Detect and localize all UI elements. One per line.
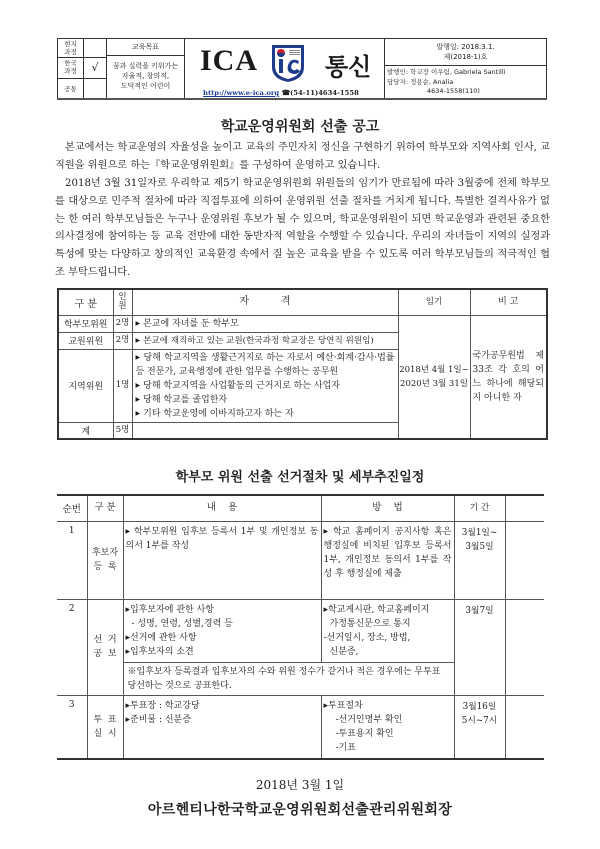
newsletter-title: 통신 xyxy=(325,53,372,81)
bullet-icon: ▶ xyxy=(135,336,141,344)
row-period xyxy=(454,695,505,759)
row-period: 3월7일 xyxy=(454,599,505,695)
schedule-title: 학부모 위원 선출 선거절차 및 세부추진일정 xyxy=(175,470,425,485)
qualification-cell xyxy=(132,349,398,422)
committee-composition-table xyxy=(57,288,548,440)
row-category xyxy=(87,599,123,695)
period-line: 3월16일 xyxy=(462,701,497,712)
header-no: 순번 xyxy=(57,495,87,521)
content-line: ▸입후보자에 관한 사항 xyxy=(125,604,214,615)
table-header-row xyxy=(58,289,547,315)
method-line: -선거인명부 확인 xyxy=(335,714,403,725)
issue-info xyxy=(385,39,546,66)
school-website-link[interactable]: http://www.e-ica.org xyxy=(203,89,280,97)
qualification-item xyxy=(136,351,395,379)
method-line: ▸투표절차 xyxy=(323,700,363,711)
qualification-item xyxy=(136,407,395,421)
bullet-icon: ▶ xyxy=(135,409,141,417)
header-qualification: 자 격 xyxy=(132,289,398,315)
term-cell: 2018년 4월 1일~ 2020년 3월 31일 xyxy=(398,315,470,439)
publisher-info xyxy=(385,66,546,98)
curriculum-label-local: 현지 과정 xyxy=(58,39,84,57)
method-text: 학교 홈페이지 공지사항 혹은 행정실에 비치된 입후보 등록서 1부, 개인정보 동의서 1부를 작성 후 행정실에 제출 xyxy=(323,526,452,579)
content-line: ▸투표장 : 학교강당 xyxy=(125,700,200,711)
notice-paragraph-1: 본교에서는 학교운영의 자율성을 높이고 교육의 주민자치 정신을 구현하기 위하여 학부모와 지역사회 인사, 교직원을 위원으로 하는『학교운영위원회』를 구성하여 운영하고 있습니다. xyxy=(55,142,550,171)
issue-number: 제(2018-1)호 xyxy=(443,53,488,61)
qualification-text: 기타 학교운영에 이바지하고자 하는 자 xyxy=(143,408,294,419)
curriculum-label-common: 공통 xyxy=(58,79,84,98)
content-line: ▸입후보자의 소견 xyxy=(125,646,194,657)
content-line: - 성명, 연령, 성별,경력 등 xyxy=(131,618,233,629)
school-logo-icon xyxy=(269,43,307,83)
notice-paragraph-2: 2018년 3월 31일자로 우리학교 제5기 학교운영위원회 위원들의 임기가 만료됨에 따라 3월중에 전체 학부모를 대상으로 민주적 절차에 따라 직접투표에 의하여 운영위원 선출 절차를 거치게 됩니다. 특별한 결격사유가 없는 한 여러 학부모님들은 누구나 운영위원 후보가 될 수 있으며, 학교운영위원이 되면 학교운영과 관련된 중요한 의사결정에 참여하는 등 교육 전반에 대한 동반자적 역할을 수행할 수 있습니다. 우리의 자녀들이 지역의 실정과 특성에 맞는 다양하고 창의적인 교육환경 속에서 질 높은 교육을 받을 수 있도록 여러 학부모님들의 적극적인 협조 부탁드립니다. xyxy=(55,178,550,278)
period-line: 3월5일 xyxy=(465,541,494,552)
curriculum-row-local xyxy=(58,39,106,58)
category-line: 투 표 xyxy=(93,714,117,725)
bullet-icon: ▶ xyxy=(135,381,141,389)
category-line: 선 거 xyxy=(93,635,117,645)
role-cell: 학부모위원 xyxy=(58,315,113,332)
table-header-row xyxy=(57,495,544,521)
count-cell: 2명 xyxy=(113,332,132,349)
bullet-icon: ▶ xyxy=(135,395,141,403)
row-content xyxy=(123,521,321,599)
school-phone: ☎(54-11)4634-1558 xyxy=(281,89,359,97)
row-category xyxy=(87,521,123,599)
table-row xyxy=(58,315,547,332)
method-line: 신분증, xyxy=(329,646,359,657)
row-method xyxy=(321,521,454,599)
curriculum-row-korean xyxy=(58,58,106,79)
header-content: 내 용 xyxy=(123,495,321,521)
education-goal-text xyxy=(107,56,184,98)
role-cell: 지역위원 xyxy=(58,349,113,422)
bullet-icon: ▶ xyxy=(323,527,330,535)
qualification-cell xyxy=(132,332,398,349)
category-line: 실 시 xyxy=(93,728,117,739)
content-text: 학부모위원 입후보 등록서 1부 및 개인정보 동의서 1부를 작성 xyxy=(125,526,319,551)
row-category xyxy=(87,695,123,759)
row-extra xyxy=(505,521,544,599)
qualification-text: 본교에 자녀를 둔 학부모 xyxy=(143,318,239,329)
contact-person: 담당자: 정용순, Analia xyxy=(387,77,454,86)
election-schedule-table xyxy=(57,494,544,760)
method-line: -기표 xyxy=(335,742,356,753)
qualification-text: 본교에 재직하고 있는 교원(한국과정 학교장은 당연직 위원임) xyxy=(143,335,374,346)
header-role: 구 분 xyxy=(58,289,113,315)
header-period: 기 간 xyxy=(454,495,505,521)
goal-line: 꿈과 실력을 키워가는 xyxy=(112,62,179,70)
education-goal xyxy=(107,39,185,98)
count-cell: 1명 xyxy=(113,349,132,422)
row-number: 1 xyxy=(57,521,87,599)
period-line: 5시~7시 xyxy=(461,715,498,726)
bullet-icon: ▶ xyxy=(135,353,141,361)
category-line: 등 록 xyxy=(93,562,117,572)
issue-date: 발행일: 2018.3.1. xyxy=(436,43,495,51)
method-line: -투표용지 확인 xyxy=(335,728,394,739)
row-period xyxy=(454,521,505,599)
masthead xyxy=(185,39,385,98)
header-extra xyxy=(505,495,544,521)
qualification-cell xyxy=(132,422,398,439)
category-line: 공 보 xyxy=(93,649,117,659)
schedule-row xyxy=(57,695,544,759)
row-content xyxy=(123,695,321,759)
content-line: ▸준비물 : 신분증 xyxy=(125,714,191,725)
checkmark-icon: √ xyxy=(91,61,99,74)
uncontested-note: ※입후보자 등록결과 입후보자의 수와 위원 정수가 같거나 적은 경우에는 무투표 당선하는 것으로 공표한다. xyxy=(123,662,454,695)
row-extra xyxy=(505,695,544,759)
qualification-text: 당해 학교지역을 사업활동의 근거지로 하는 사업자 xyxy=(143,380,341,391)
header-note: 비 고 xyxy=(470,289,547,315)
count-cell: 2명 xyxy=(113,315,132,332)
notice-title: 학교운영위원회 선출 공고 xyxy=(220,119,380,135)
header-count: 인 원 xyxy=(113,289,132,315)
schedule-row xyxy=(57,521,544,599)
header-category: 구 분 xyxy=(87,495,123,521)
qualification-cell xyxy=(132,315,398,332)
contact-phone: 4634-1558(110) xyxy=(427,87,480,95)
content-line: ▸선거에 관한 사항 xyxy=(125,632,197,643)
header-method: 방 법 xyxy=(321,495,454,521)
count-cell: 5명 xyxy=(113,422,132,439)
note-cell: 국가공무원법 제33조 각 호의 어느 하나에 해당되지 아니한 자 xyxy=(470,315,547,439)
row-method xyxy=(321,695,454,759)
brand-name: ICA xyxy=(200,44,259,77)
schedule-row xyxy=(57,599,544,662)
notice-date: 2018년 3월 1일 xyxy=(255,778,345,792)
header-term: 임기 xyxy=(398,289,470,315)
qualification-item xyxy=(136,393,395,407)
category-line: 후보자 xyxy=(91,548,119,558)
curriculum-row-common xyxy=(58,79,106,98)
method-line: -선거일시, 장소, 방법, xyxy=(323,632,411,643)
row-number: 2 xyxy=(57,599,87,695)
contact-line xyxy=(203,89,359,97)
row-number: 3 xyxy=(57,695,87,759)
goal-line: 자율적, 창의적, xyxy=(121,72,170,80)
qualification-item xyxy=(136,379,395,393)
role-cell: 계 xyxy=(58,422,113,439)
publisher: 발행인: 학교장 이우림, Gabriela Santilli xyxy=(387,68,506,76)
role-cell: 교원위원 xyxy=(58,332,113,349)
method-line: ▸학교게시판, 학교홈페이지 xyxy=(323,604,430,615)
qualification-text: 당해 학교지역을 생활근거지로 하는 자로서 예산·회계·감사·법률 등 전문가, 교육행정에 관한 업무를 수행하는 공무원 xyxy=(135,352,395,377)
qualification-text: 당해 학교를 졸업한자 xyxy=(143,394,228,405)
curriculum-selector xyxy=(57,39,107,98)
publication-info xyxy=(385,39,547,98)
row-content xyxy=(123,599,321,662)
curriculum-check-common xyxy=(84,79,106,98)
period-line: 3월1일~ xyxy=(461,527,498,538)
row-method xyxy=(321,599,454,662)
newsletter-header xyxy=(57,38,547,100)
method-line: 가정통신문으로 통지 xyxy=(329,618,411,629)
signer-title: 아르헨티나한국학교운영위원회선출관리위원회장 xyxy=(147,802,453,818)
row-extra xyxy=(505,599,544,695)
goal-line: 도덕적인 어린이 xyxy=(120,82,171,90)
bullet-icon: ▶ xyxy=(135,319,141,327)
curriculum-check-local xyxy=(84,39,106,57)
education-goal-title: 교육목표 xyxy=(107,39,184,56)
bullet-icon: ▶ xyxy=(125,527,131,535)
curriculum-label-korean: 한국 과정 xyxy=(58,58,84,78)
